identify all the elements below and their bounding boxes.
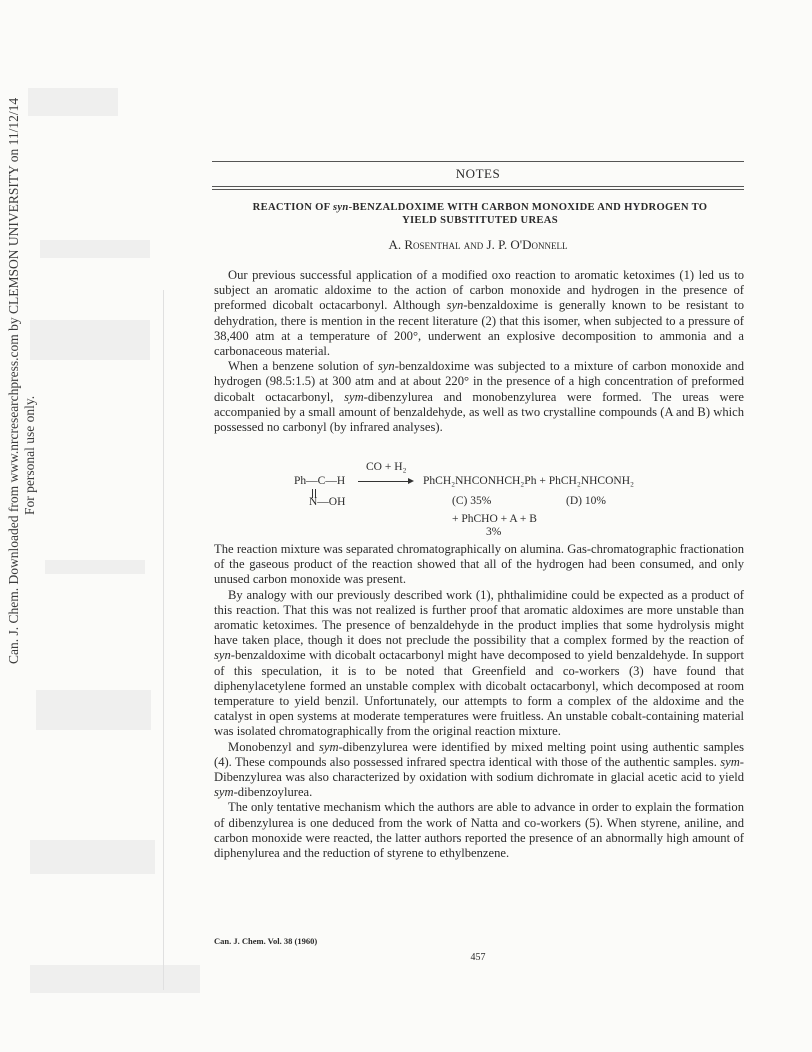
eq-label-d: (D) 10%: [566, 495, 606, 507]
text: Monobenzyl and: [228, 739, 319, 754]
text: -benzaldoxime with dicobalt octacarbonyl might have decomposed to yield benzaldehyde. In support of this speculation, it is to be noted that Greenfield and co-workers (3) have found that diphenylacetylene formed an unstable complex with dicobalt octacarbonyl, which decomposed at room temperature to yield benzil. Unfortunately, our attempts to form a complex of the aldoxime and the catalyst in open systems at moderate temperatures were fruitless. An unstable cobalt-containing material was isolated chromatographically from the original reaction mixture.: [214, 648, 744, 739]
text-italic: syn: [446, 298, 464, 313]
author-2: J. P. O'Donnell: [486, 237, 568, 252]
watermark-line-2: For personal use only.: [22, 395, 37, 515]
text: By analogy with our previously described work (1), phthalimidine could be expected as a product of this reaction. That this was not realized is further proof that aromatic aldoximes are more unstable than aromatic ketoximes. The presence of benzaldehyde in the product implies that some hydrolysis might have taken place, though it does not preclude the possibility that a complex formed by the reaction of: [214, 587, 744, 648]
text-italic: syn: [214, 648, 231, 663]
section-heading: NOTES: [455, 166, 501, 181]
title-italic: syn: [332, 202, 349, 213]
header-rule: [212, 186, 744, 187]
text: -dibenzylurea were identified by mixed melting point using authentic samples (4). These compounds also possessed infrared spectra identical with those of the authentic samples.: [214, 739, 745, 769]
scan-noise: [30, 965, 200, 993]
text-italic: sym: [720, 754, 740, 769]
watermark-line-1: Can. J. Chem. Downloaded from www.nrcresearchpress.com by CLEMSON UNIVERSITY on 11/12/14: [6, 97, 21, 664]
text-italic: sym: [344, 389, 364, 404]
paragraph-1: [214, 268, 744, 359]
title-rest: -BENZALDOXIME WITH CARBON MONOXIDE AND HYDROGEN TO: [348, 202, 708, 213]
eq-reactant-sub: N—OH: [309, 496, 346, 508]
author-1: A. Rosenthal: [388, 237, 461, 252]
authors-and: and: [460, 237, 487, 252]
paragraph-3: The reaction mixture was separated chromatographically on alumina. Gas-chromatographic fractionation of the gaseous product of the reaction showed that all of the hydrogen had been consumed, and only unused carbon monoxide was present.: [214, 542, 744, 587]
text-italic: sym: [214, 785, 234, 800]
page-number: 457: [470, 952, 486, 963]
text: -benzaldoxime was subjected to a mixture of carbon monoxide and hydrogen (98.5:1.5) at 300 atm and at about 220° in the presence of a high concentration of preformed dicobalt octacarbonyl,: [214, 359, 744, 404]
eq-arrow-head: [408, 478, 414, 484]
eq-reactant: Ph—C—H: [294, 475, 346, 487]
body-block-2: [214, 542, 744, 861]
eq-arrow: [358, 481, 410, 482]
header-rule: [212, 189, 744, 190]
body-block-1: [214, 268, 744, 435]
scan-noise: [40, 240, 150, 258]
title-line-2: YIELD SUBSTITUTED UREAS: [402, 215, 558, 226]
authors: [212, 237, 744, 253]
scan-noise: [36, 690, 151, 730]
top-rule: [212, 161, 744, 162]
text: -benzaldoxime is generally known to be resistant to dehydration, there is mention in the recent literature (2) that this isomer, when subjected to a pressure of 38,400 atm at a temperature of 200°, underwent an explosive decomposition to ammonia and a carbonaceous material.: [214, 298, 744, 359]
text-italic: sym: [318, 739, 339, 754]
paragraph-2: [214, 359, 744, 435]
paragraph-6: The only tentative mechanism which the authors are able to advance in order to explain the formation of dibenzylurea is one deduced from the work of Natta and co-workers (5). When styrene, aniline, and carbon monoxide were reacted, the latter authors reported the presence of an abnormally high amount of diphenylurea and the reduction of styrene to ethylbenzene.: [214, 800, 744, 861]
paragraph-4: [214, 588, 744, 740]
text: -dibenzylurea and monobenzylurea were formed. The ureas were accompanied by a small amount of benzaldehyde, as well as two crystalline compounds (A and B) which possessed no carbonyl (by infrared analyses).: [214, 389, 744, 435]
eq-extra: + PhCHO + A + B: [452, 513, 537, 525]
download-watermark: [0, 80, 48, 1000]
scan-noise: [30, 320, 150, 360]
eq-extra-pct: 3%: [486, 526, 502, 538]
gutter-line: [163, 290, 164, 990]
article-title: [225, 201, 735, 227]
text: Our previous successful application of a modified oxo reaction to aromatic ketoximes (1) led us to subject an aromatic aldoxime to the action of carbon monoxide and hydrogen in the presence of preformed dicobalt octacarbonyl. Although: [214, 268, 744, 313]
eq-label-c: (C) 35%: [452, 495, 492, 507]
text: -Dibenzylurea was also characterized by oxidation with sodium dichromate in glacial acetic acid to yield: [214, 754, 744, 785]
journal-citation: Can. J. Chem. Vol. 38 (1960): [214, 936, 318, 946]
text: When a benzene solution of: [228, 359, 378, 374]
paragraph-5: [214, 740, 744, 801]
eq-reagent: CO + H₂: [366, 461, 407, 473]
text: -dibenzoylurea.: [233, 785, 313, 800]
title-prefix: REACTION OF: [252, 202, 333, 213]
scan-noise: [45, 560, 145, 574]
text-italic: syn: [377, 359, 395, 374]
scan-noise: [30, 840, 155, 874]
eq-products: PhCH₂NHCONHCH₂Ph + PhCH₂NHCONH₂: [423, 475, 635, 487]
